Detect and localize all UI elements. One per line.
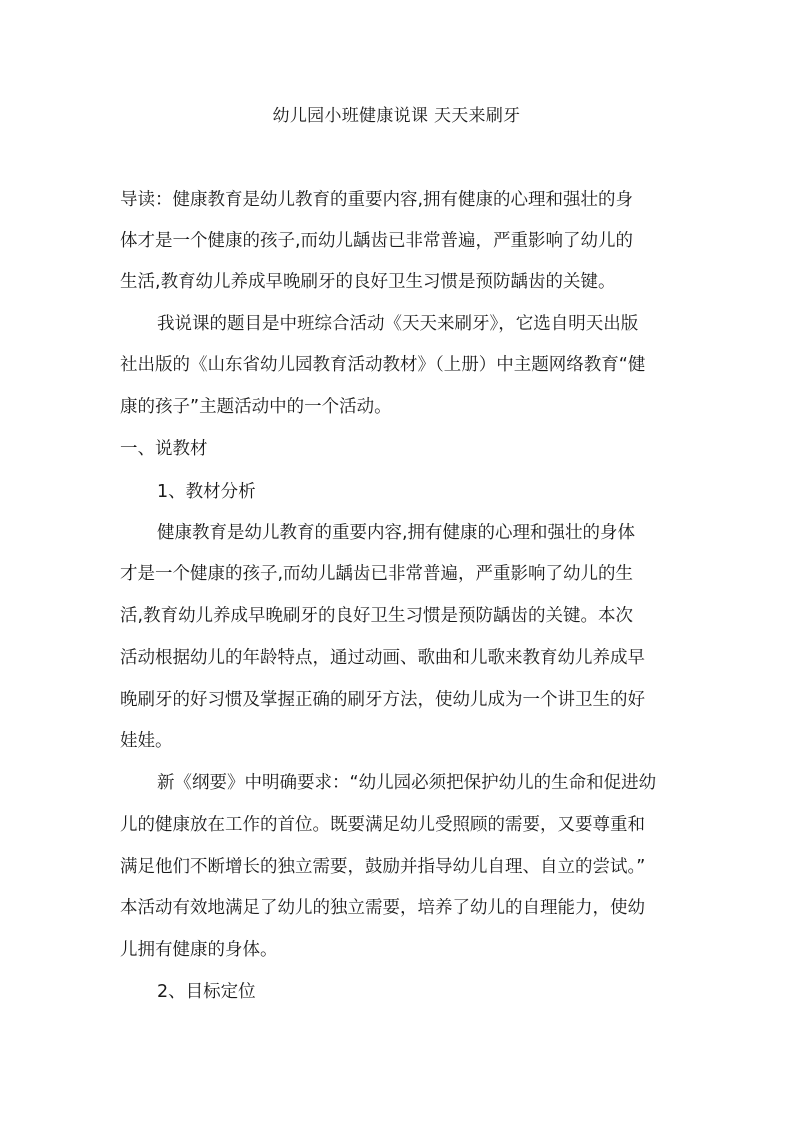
text-line: 儿拥有健康的身体。 <box>120 940 278 960</box>
text-line: 社出版的《山东省幼儿园教育活动教材》（上册）中主题网络教育“健 <box>120 355 646 375</box>
text-line: 新《纲要》中明确要求：“幼儿园必须把保护幼儿的生命和促进幼 <box>157 773 657 793</box>
text-line: 满足他们不断增长的独立需要，鼓励并指导幼儿自理、自立的尝试。” <box>120 857 646 877</box>
text-line: 儿的健康放在工作的首位。既要满足幼儿受照顾的需要，又要尊重和 <box>120 815 645 835</box>
text-line: 本活动有效地满足了幼儿的独立需要，培养了幼儿的自理能力，使幼 <box>120 898 645 918</box>
text-line: 才是一个健康的孩子,而幼儿龋齿已非常普遍，严重影响了幼儿的生 <box>120 564 634 584</box>
text-line: 体才是一个健康的孩子,而幼儿龋齿已非常普遍，严重影响了幼儿的 <box>120 231 634 251</box>
text-line: 我说课的题目是中班综合活动《天天来刷牙》，它选自明天出版 <box>157 314 639 334</box>
section-heading: 一、说教材 <box>120 439 208 459</box>
text-line: 导读：健康教育是幼儿教育的重要内容,拥有健康的心理和强壮的身 <box>120 190 634 210</box>
text-line: 康的孩子”主题活动中的一个活动。 <box>120 397 392 417</box>
subsection-heading: 2、目标定位 <box>157 982 256 1002</box>
text-line: 生活,教育幼儿养成早晚刷牙的良好卫生习惯是预防龋齿的关键。 <box>120 272 616 292</box>
text-line: 活,教育幼儿养成早晚刷牙的良好卫生习惯是预防龋齿的关键。本次 <box>120 606 634 626</box>
document-title: 幼儿园小班健康说课 天天来刷牙 <box>272 106 521 126</box>
subsection-heading: 1、教材分析 <box>157 482 256 502</box>
text-line: 晚刷牙的好习惯及掌握正确的刷牙方法，使幼儿成为一个讲卫生的好 <box>120 690 645 710</box>
text-line: 活动根据幼儿的年龄特点，通过动画、歌曲和儿歌来教育幼儿养成早 <box>120 648 645 668</box>
text-line: 娃娃。 <box>120 731 173 751</box>
text-line: 健康教育是幼儿教育的重要内容,拥有健康的心理和强壮的身体 <box>157 523 636 543</box>
